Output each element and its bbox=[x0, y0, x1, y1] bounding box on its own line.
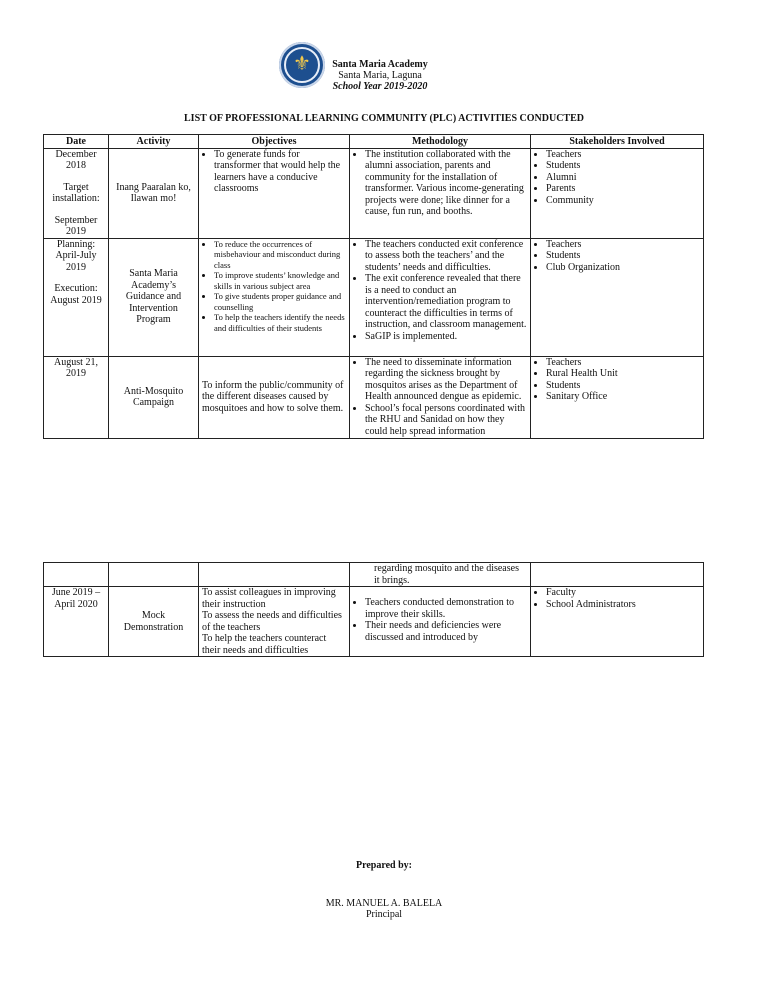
objective-item: • To give students proper guidance and counselling bbox=[214, 291, 346, 312]
date-cell: June 2019 – April 2020 bbox=[44, 587, 109, 657]
stakeholder-item: • Teachers bbox=[546, 239, 700, 251]
date-text: December 2018 bbox=[55, 148, 97, 171]
methodology-cell bbox=[350, 587, 531, 657]
stakeholder-item: • Community bbox=[546, 195, 700, 207]
methodology-continuation: regarding mosquito and the diseases it brings. bbox=[374, 563, 519, 586]
stakeholder-item: • Alumni bbox=[546, 172, 700, 184]
school-header bbox=[320, 59, 440, 92]
column-header: Stakeholders Involved bbox=[531, 135, 704, 149]
activity-cell: Mock Demonstration bbox=[109, 587, 199, 657]
signatory-position: Principal bbox=[365, 909, 403, 920]
stakeholder-item: • Teachers bbox=[546, 357, 700, 369]
stakeholder-item: • Students bbox=[546, 250, 700, 262]
objective-item: • To generate funds for transformer that would help the learners have a conducive classrooms bbox=[214, 149, 346, 195]
column-header: Objectives bbox=[199, 135, 350, 149]
stakeholder-item: • Faculty bbox=[546, 587, 700, 599]
column-header: Date bbox=[44, 135, 109, 149]
date-text: September 2019 bbox=[54, 214, 98, 237]
stakeholder-item: • Parents bbox=[546, 183, 700, 195]
school-seal-icon bbox=[279, 42, 325, 88]
methodology-item: • The exit conference revealed that there is a need to conduct an intervention/remediation program to counteract the difficulties in terms of instruction, and classroom management. bbox=[365, 273, 527, 331]
activity-cell: Anti-Mosquito Campaign bbox=[109, 356, 199, 438]
methodology-item: • Their needs and deficiencies were discussed and introduced by bbox=[365, 620, 527, 643]
stakeholder-item: • Rural Health Unit bbox=[546, 368, 700, 380]
objective-item: To help the teachers counteract their needs and difficulties bbox=[202, 633, 327, 656]
methodology-item: • The institution collaborated with the alumni association, parents and community for the installation of transformer. Various income-generating projects were done; like dinner for a cause, fun run, and booths. bbox=[365, 149, 527, 218]
stakeholders-cell bbox=[531, 238, 704, 356]
stakeholder-item: • Sanitary Office bbox=[546, 391, 700, 403]
signatory-name: MR. MANUEL A. BALELA bbox=[325, 898, 443, 909]
signatory bbox=[0, 898, 768, 920]
objective-item: To assist colleagues in improving their instruction bbox=[202, 587, 336, 610]
methodology-item: • School’s focal persons coordinated with the RHU and Sanidad on how they could help spread information bbox=[365, 403, 527, 438]
objective-item: • To help the teachers identify the needs and difficulties of their students bbox=[214, 312, 346, 333]
table-row bbox=[44, 563, 704, 587]
document-title: LIST OF PROFESSIONAL LEARNING COMMUNITY (PLC) ACTIVITIES CONDUCTED bbox=[184, 113, 584, 124]
methodology-item: • The need to disseminate information regarding the sickness brought by mosquitos arises as the Department of Health announced dengue as epidemic. bbox=[365, 357, 527, 403]
methodology-cell bbox=[350, 238, 531, 356]
table-header-row bbox=[44, 135, 704, 149]
activity-cell: Santa Maria Academy’s Guidance and Intervention Program bbox=[109, 238, 199, 356]
stakeholder-item: • Club Organization bbox=[546, 262, 700, 274]
stakeholder-item: • School Administrators bbox=[546, 599, 700, 611]
date-cell bbox=[44, 356, 109, 438]
methodology-cell bbox=[350, 563, 531, 587]
school-year: School Year 2019-2020 bbox=[332, 81, 428, 92]
date-text: Target installation: bbox=[52, 181, 100, 204]
school-name: Santa Maria Academy bbox=[332, 59, 428, 70]
objective-item: • To reduce the occurrences of misbehaviour and misconduct during class bbox=[214, 239, 346, 271]
objectives-cell: To inform the public/community of the different diseases caused by mosquitoes and how to solve them. bbox=[199, 356, 350, 438]
activity-cell: Inang Paaralan ko, Ilawan mo! bbox=[109, 148, 199, 238]
stakeholder-item: • Students bbox=[546, 380, 700, 392]
plc-activities-table-continued bbox=[43, 562, 704, 657]
column-header: Activity bbox=[109, 135, 199, 149]
objectives-cell bbox=[199, 238, 350, 356]
date-cell bbox=[44, 238, 109, 356]
table-row bbox=[44, 356, 704, 438]
prepared-by-label: Prepared by: bbox=[355, 860, 412, 871]
table-row bbox=[44, 587, 704, 657]
stakeholders-cell bbox=[531, 587, 704, 657]
date-text: August 21, 2019 bbox=[54, 356, 98, 379]
stakeholders-cell bbox=[531, 356, 704, 438]
objective-item: To assess the needs and difficulties of the teachers bbox=[202, 610, 342, 633]
fleur-de-lis-icon: ⚜ bbox=[293, 53, 311, 75]
school-address: Santa Maria, Laguna bbox=[338, 70, 422, 81]
plc-activities-table bbox=[43, 134, 704, 439]
date-cell bbox=[44, 148, 109, 238]
date-text: Planning: April-July 2019 bbox=[55, 238, 97, 273]
methodology-cell bbox=[350, 148, 531, 238]
stakeholder-item: • Teachers bbox=[546, 149, 700, 161]
methodology-item: • The teachers conducted exit conference to assess both the teachers’ and the students’ needs and difficulties. bbox=[365, 239, 527, 274]
stakeholders-cell bbox=[531, 148, 704, 238]
date-text: Execution: August 2019 bbox=[50, 283, 102, 306]
methodology-cell bbox=[350, 356, 531, 438]
stakeholder-item: • Students bbox=[546, 160, 700, 172]
objectives-cell bbox=[199, 148, 350, 238]
objective-item: • To improve students’ knowledge and skills in various subject area bbox=[214, 270, 346, 291]
table-row bbox=[44, 148, 704, 238]
table-row bbox=[44, 238, 704, 356]
column-header: Methodology bbox=[350, 135, 531, 149]
methodology-item: • Teachers conducted demonstration to improve their skills. bbox=[365, 597, 527, 620]
methodology-item: • SaGIP is implemented. bbox=[365, 331, 527, 343]
objectives-cell bbox=[199, 587, 350, 657]
